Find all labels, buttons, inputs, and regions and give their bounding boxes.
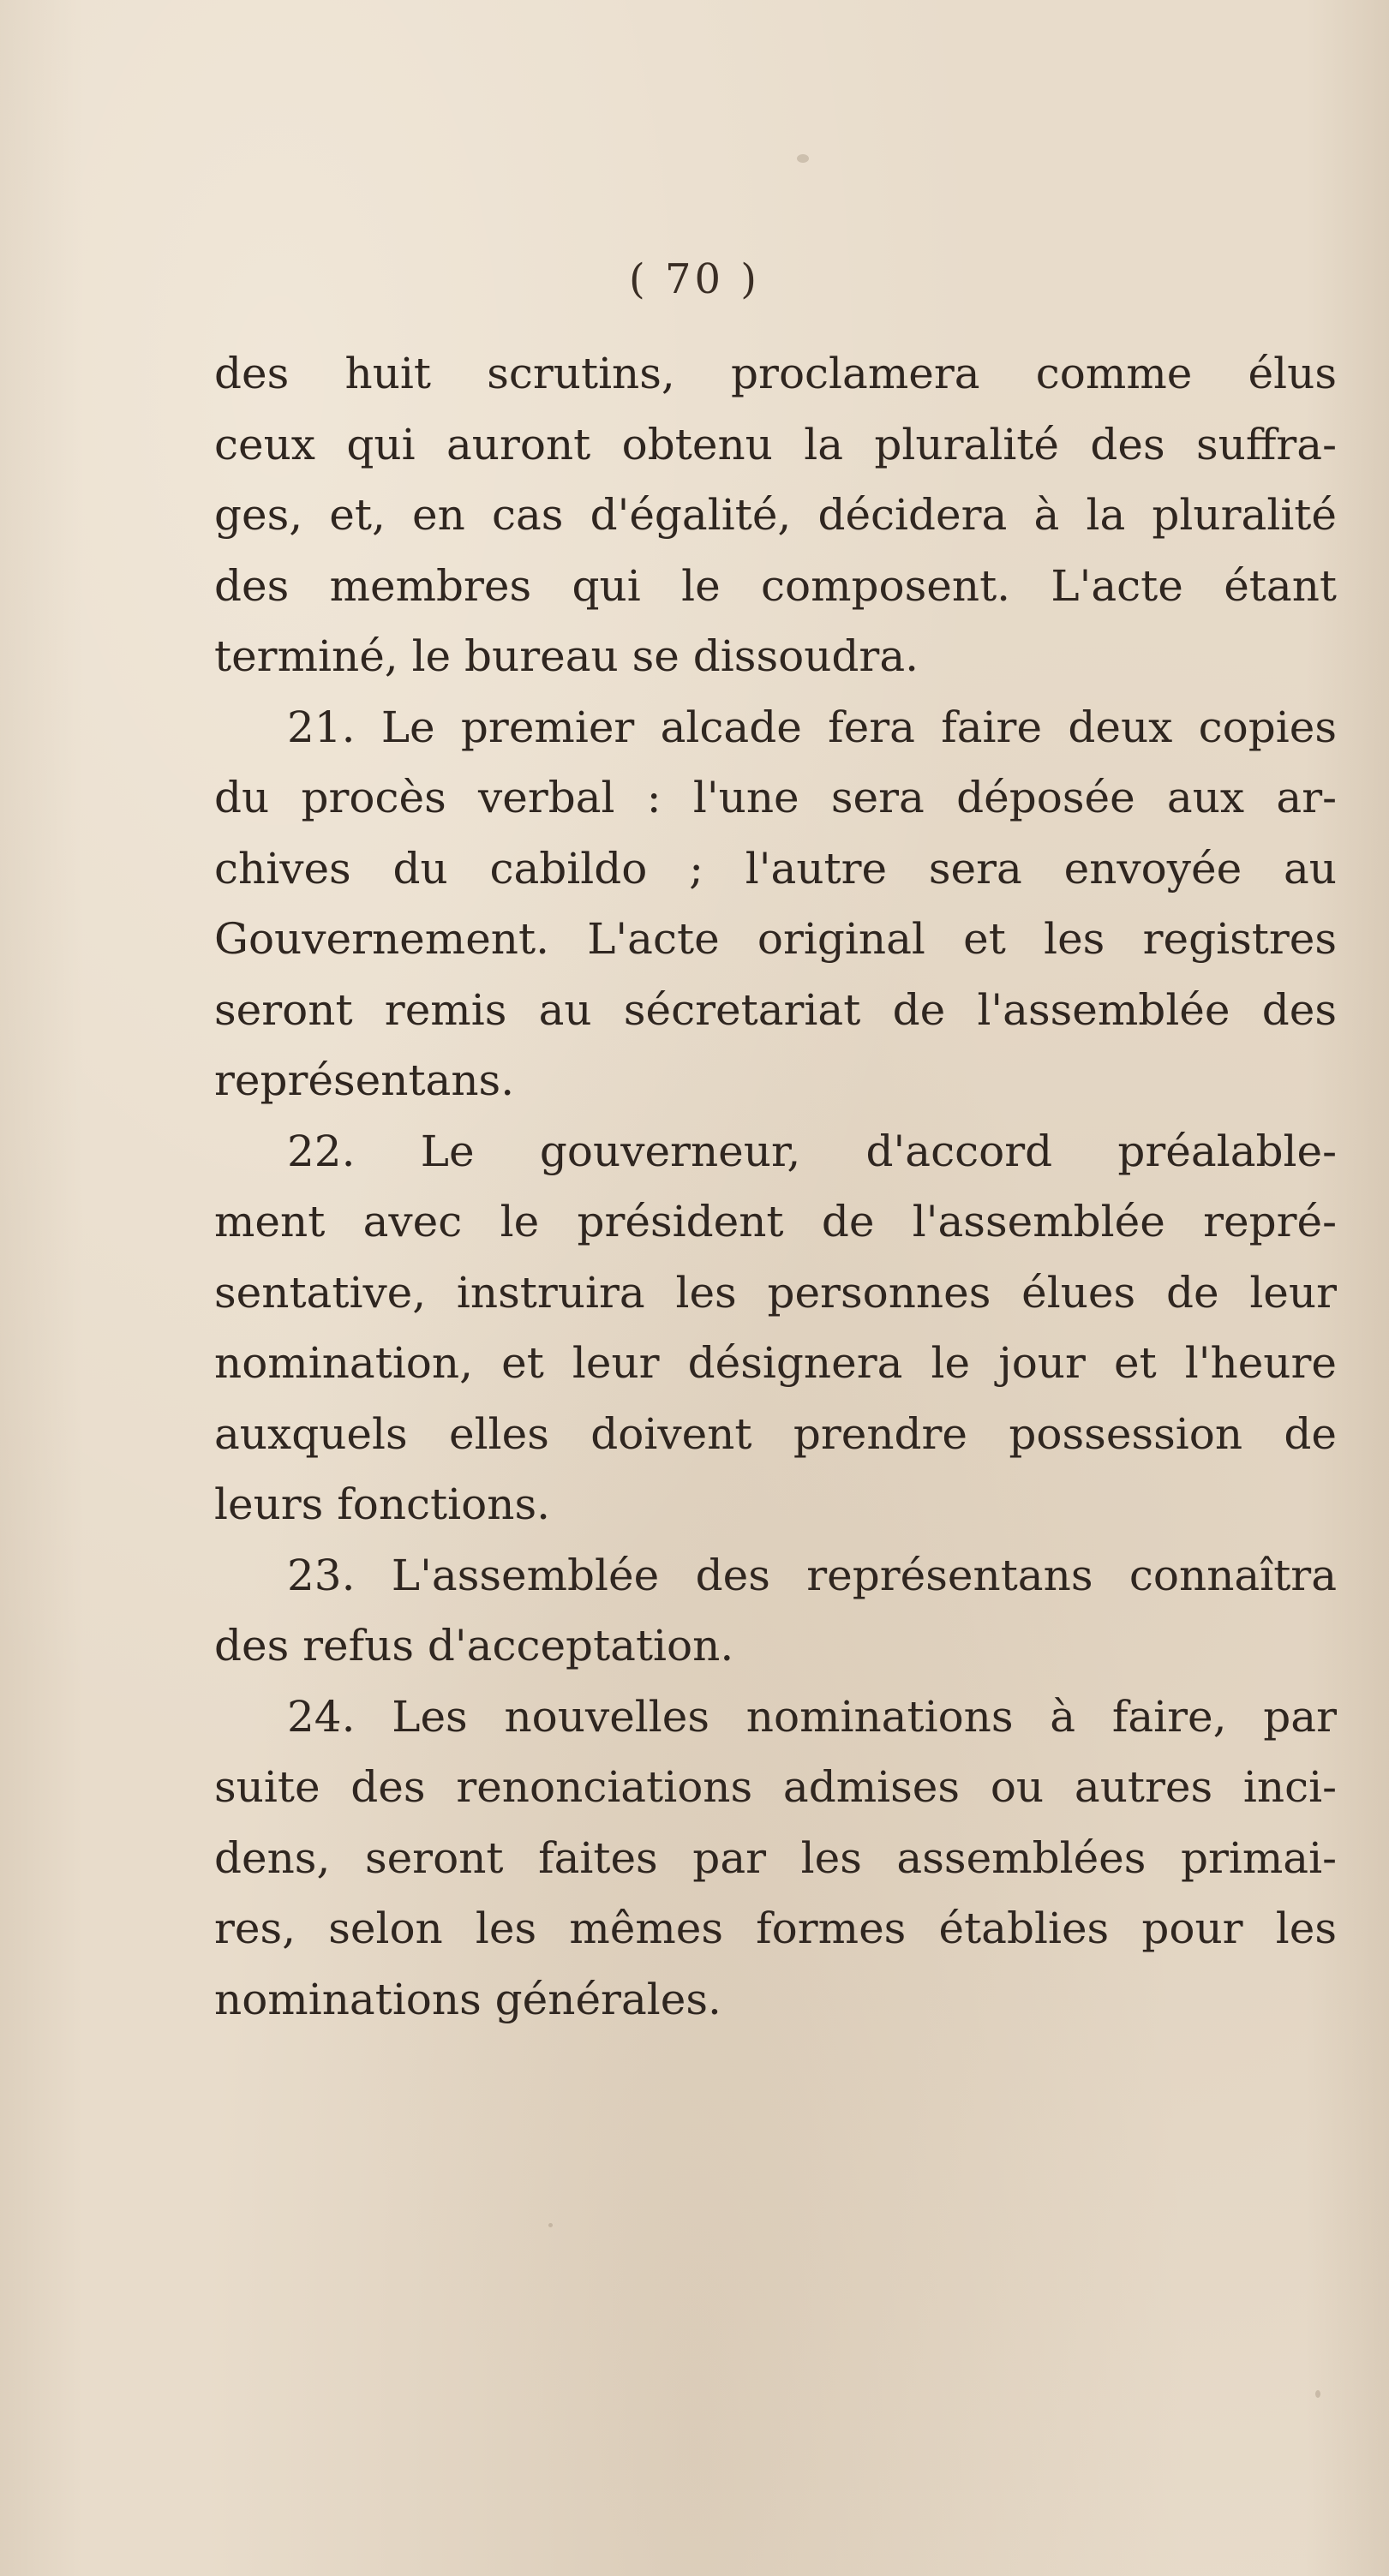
text-line: du procès verbal : l'une sera déposée aux ar- <box>214 773 1337 822</box>
text-line: des huit scrutins, proclamera comme élus <box>214 349 1337 398</box>
text-line: seront remis au sécretariat de l'assemblée des <box>214 984 1337 1035</box>
paper-speck <box>548 2223 553 2227</box>
text-line: res, selon les mêmes formes établies pour les <box>214 1904 1337 1953</box>
paper-speck <box>797 154 809 163</box>
paper-speck <box>1315 2390 1320 2398</box>
text-line: terminé, le bureau se dissoudra. <box>214 631 919 681</box>
text-line: ges, et, en cas d'égalité, décidera à la pluralité <box>214 490 1337 540</box>
text-line: nominations générales. <box>214 1974 721 2024</box>
body-text <box>214 338 1337 2035</box>
text-line: auxquels elles doivent prendre possession de <box>214 1408 1337 1459</box>
text-line: des refus d'acceptation. <box>214 1621 734 1671</box>
article-22-start: 22. Le gouverneur, d'accord préalable- <box>287 1126 1337 1176</box>
text-line: sentative, instruira les personnes élues de leur <box>214 1267 1337 1318</box>
text-line: Gouvernement. L'acte original et les registres <box>214 914 1337 964</box>
text-line: ceux qui auront obtenu la pluralité des suffra- <box>214 419 1337 469</box>
text-line: nomination, et leur désignera le jour et l'heure <box>214 1338 1337 1388</box>
text-line: des membres qui le composent. L'acte étant <box>214 560 1337 611</box>
text-line: dens, seront faites par les assemblées primai- <box>214 1832 1337 1883</box>
text-line: suite des renonciations admises ou autres inci- <box>214 1762 1337 1812</box>
text-line: chives du cabildo ; l'autre sera envoyée au <box>214 843 1337 894</box>
text-line: représentans. <box>214 1055 515 1105</box>
text-line: ment avec le président de l'assemblée repré- <box>214 1197 1337 1246</box>
page-number: ( 70 ) <box>628 255 761 303</box>
article-23-start: 23. L'assemblée des représentans connaîtra <box>287 1550 1337 1600</box>
article-21-start: 21. Le premier alcade fera faire deux copies <box>287 702 1337 752</box>
article-24-start: 24. Les nouvelles nominations à faire, par <box>287 1691 1337 1742</box>
text-line: leurs fonctions. <box>214 1479 550 1529</box>
